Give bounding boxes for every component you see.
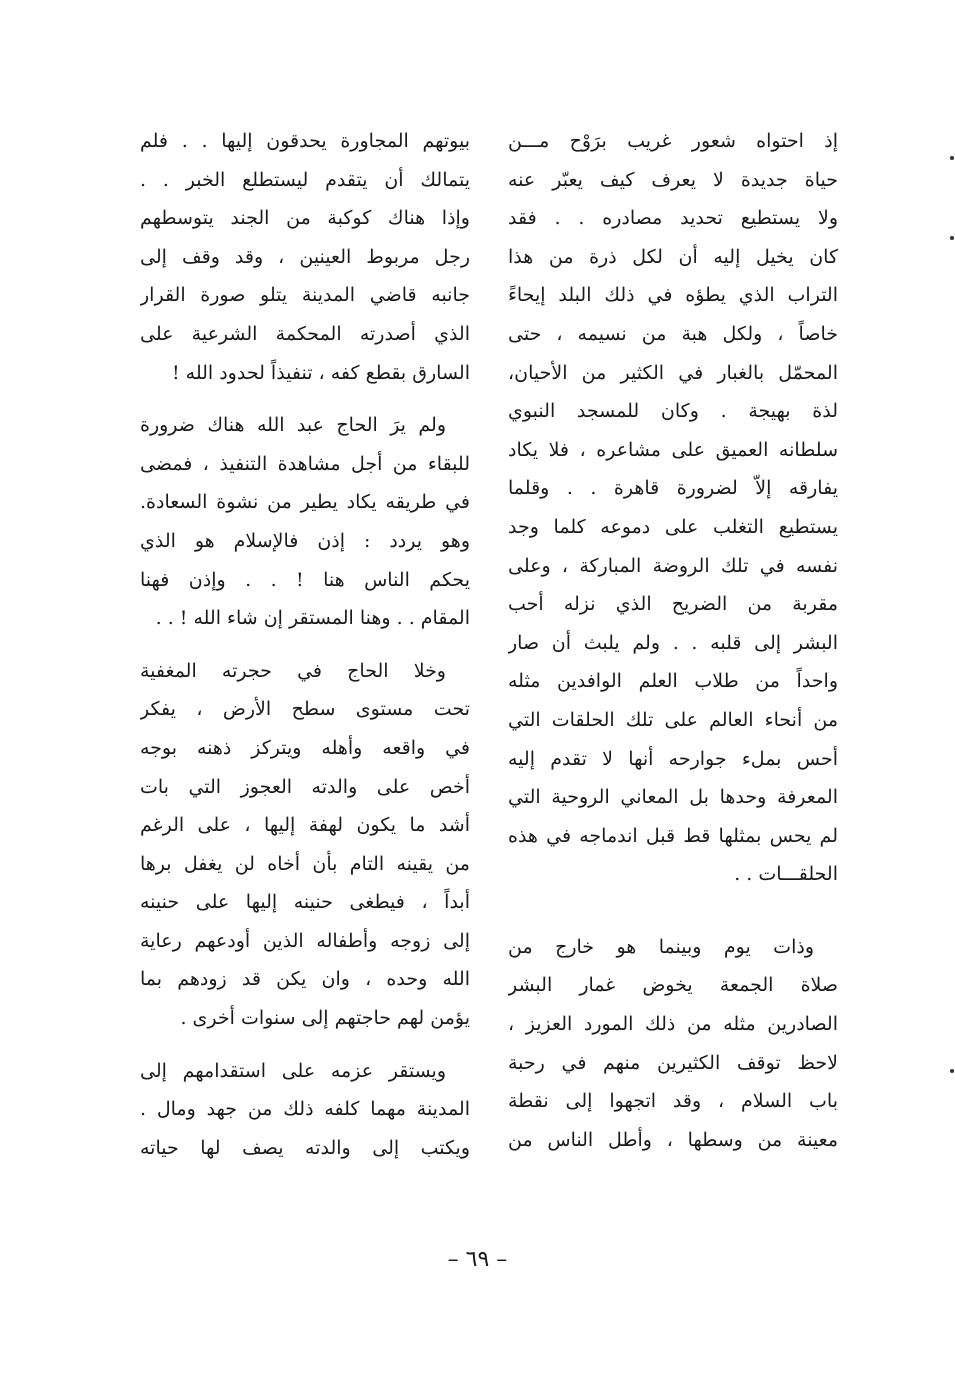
text-line: معينة من وسطها ، وأطل الناس من <box>508 1128 838 1151</box>
text-line: يفارقه إلاّ لضرورة قاهرة . . وقلما <box>508 477 838 500</box>
right-text-column <box>508 122 838 1159</box>
scan-speck <box>950 236 954 240</box>
text-line: نفسه في تلك الروضة المباركة ، وعلى <box>508 554 838 577</box>
text-line: ويكتب إلى والدته يصف لها حياته <box>140 1136 470 1159</box>
text-line: المعرفة وحدها بل المعاني الروحية التي <box>508 786 838 809</box>
text-line: خاصاً ، ولكل هبة من نسيمه ، حتى <box>508 322 838 345</box>
paragraph-6 <box>140 1052 470 1168</box>
text-line: رجل مربوط العينين ، وقد وقف إلى <box>140 245 470 268</box>
text-line: السارق بقطع كفه ، تنفيذاً لحدود الله ! <box>171 361 470 384</box>
paragraph-5 <box>140 652 470 1038</box>
paragraph-1 <box>508 122 838 894</box>
text-line: باب السلام ، وقد اتجهوا إلى نقطة <box>508 1090 838 1113</box>
text-line: جانبه قاضي المدينة يتلو صورة القرار <box>140 284 470 307</box>
text-line: وهو يردد : إذن فالإسلام هو الذي <box>140 529 470 552</box>
text-line: ولا يستطيع تحديد مصادره . . فقد <box>508 207 838 230</box>
text-line: وخلا الحاج في حجرته المغفية <box>140 659 446 682</box>
text-line: لم يحس بمثلها قط قبل اندماجه في هذه <box>508 824 838 847</box>
text-line: حياة جديدة لا يعرف كيف يعبّر عنه <box>508 168 838 191</box>
text-line: المقام . . وهنا المستقر إن شاء الله ! . . <box>155 607 470 630</box>
text-line: لاحظ توقف الكثيرين منهم في رحبة <box>508 1051 838 1074</box>
text-line: لذة بهيجة . وكان للمسجد النبوي <box>508 400 838 423</box>
text-line: الصادرين مثله من ذلك المورد العزيز ، <box>508 1013 838 1036</box>
text-line: التراب الذي يطؤه في ذلك البلد إيحاءً <box>508 284 838 307</box>
text-line: تحت مستوى سطح الأرض ، يفكر <box>140 698 470 721</box>
text-line: في طريقه يكاد يطير من نشوة السعادة. <box>140 491 470 514</box>
text-line: سلطانه العميق على مشاعره ، فلا يكاد <box>508 438 838 461</box>
text-line: يحكم الناس هنا ! . . وإذن فهنا <box>140 568 470 591</box>
paragraph-4 <box>140 406 470 638</box>
text-line: من يقينه التام بأن أخاه لن يغفل برها <box>140 852 470 875</box>
text-line: بيوتهم المجاورة يحدقون إليها . . فلم <box>140 130 470 152</box>
text-line: صلاة الجمعة يخوض غمار البشر <box>508 974 838 997</box>
text-line: واحداً من طلاب العلم الوافدين مثله <box>508 670 838 693</box>
text-line: الله وحده ، وان يكن قد زودهم بما <box>140 968 470 991</box>
text-line: يستطيع التغلب على دموعه كلما وجد <box>508 515 838 538</box>
text-line: الذي أصدرته المحكمة الشرعية على <box>140 322 470 345</box>
text-line: وإذا هناك كوكبة من الجند يتوسطهم <box>140 207 470 230</box>
page-number: – ٦٩ – <box>447 1247 508 1272</box>
text-line: الحلقـــات . . <box>734 863 838 886</box>
paragraph-spacer <box>140 392 470 406</box>
paragraph-spacer <box>508 894 838 928</box>
text-line: وذات يوم وبينما هو خارج من <box>508 935 814 958</box>
text-line: أحس بملء جوارحه أنها لا تقدم إليه <box>508 747 838 770</box>
left-text-column <box>140 122 470 1167</box>
text-line: كان يخيل إليه أن لكل ذرة من هذا <box>508 245 838 268</box>
text-line: إذ احتواه شعور غريب برَوْح مـــن <box>508 130 838 152</box>
text-line: البشر إلى قلبه . . ولم يلبث أن صار <box>508 631 838 654</box>
paragraph-2 <box>508 928 838 1160</box>
text-line: يتمالك أن يتقدم ليستطلع الخبر . . <box>140 168 470 191</box>
text-line: للبقاء من أجل مشاهدة التنفيذ ، فمضى <box>140 452 470 475</box>
text-line: ولم يرَ الحاج عبد الله هناك ضرورة <box>140 414 446 437</box>
text-line: أخص على والدته العجوز التي بات <box>140 775 470 798</box>
text-line: إلى زوجه وأطفاله الذين أودعهم رعاية <box>140 929 470 952</box>
paragraph-spacer <box>140 638 470 652</box>
text-line: من أنحاء العالم على تلك الحلقات التي <box>508 708 838 731</box>
text-line: مقربة من الضريح الذي نزله أحب <box>508 593 838 616</box>
text-line: ويستقر عزمه على استقدامهم إلى <box>140 1059 446 1082</box>
text-line: أشد ما يكون لهفة إليها ، على الرغم <box>140 814 470 837</box>
text-line: المحمّل بالغبار في الكثير من الأحيان، <box>508 361 838 384</box>
paragraph-spacer <box>140 1038 470 1052</box>
scan-speck <box>950 156 954 160</box>
scan-speck <box>950 1069 954 1073</box>
text-line: المدينة مهما كلفه ذلك من جهد ومال . <box>140 1098 470 1121</box>
text-line: في واقعه وأهله ويتركز ذهنه بوجه <box>140 736 470 759</box>
text-line: أبداً ، فيطغى حنينه إليها على حنينه <box>140 891 470 914</box>
paragraph-3 <box>140 122 470 392</box>
text-line: يؤمن لهم حاجتهم إلى سنوات أخرى . <box>180 1007 470 1030</box>
